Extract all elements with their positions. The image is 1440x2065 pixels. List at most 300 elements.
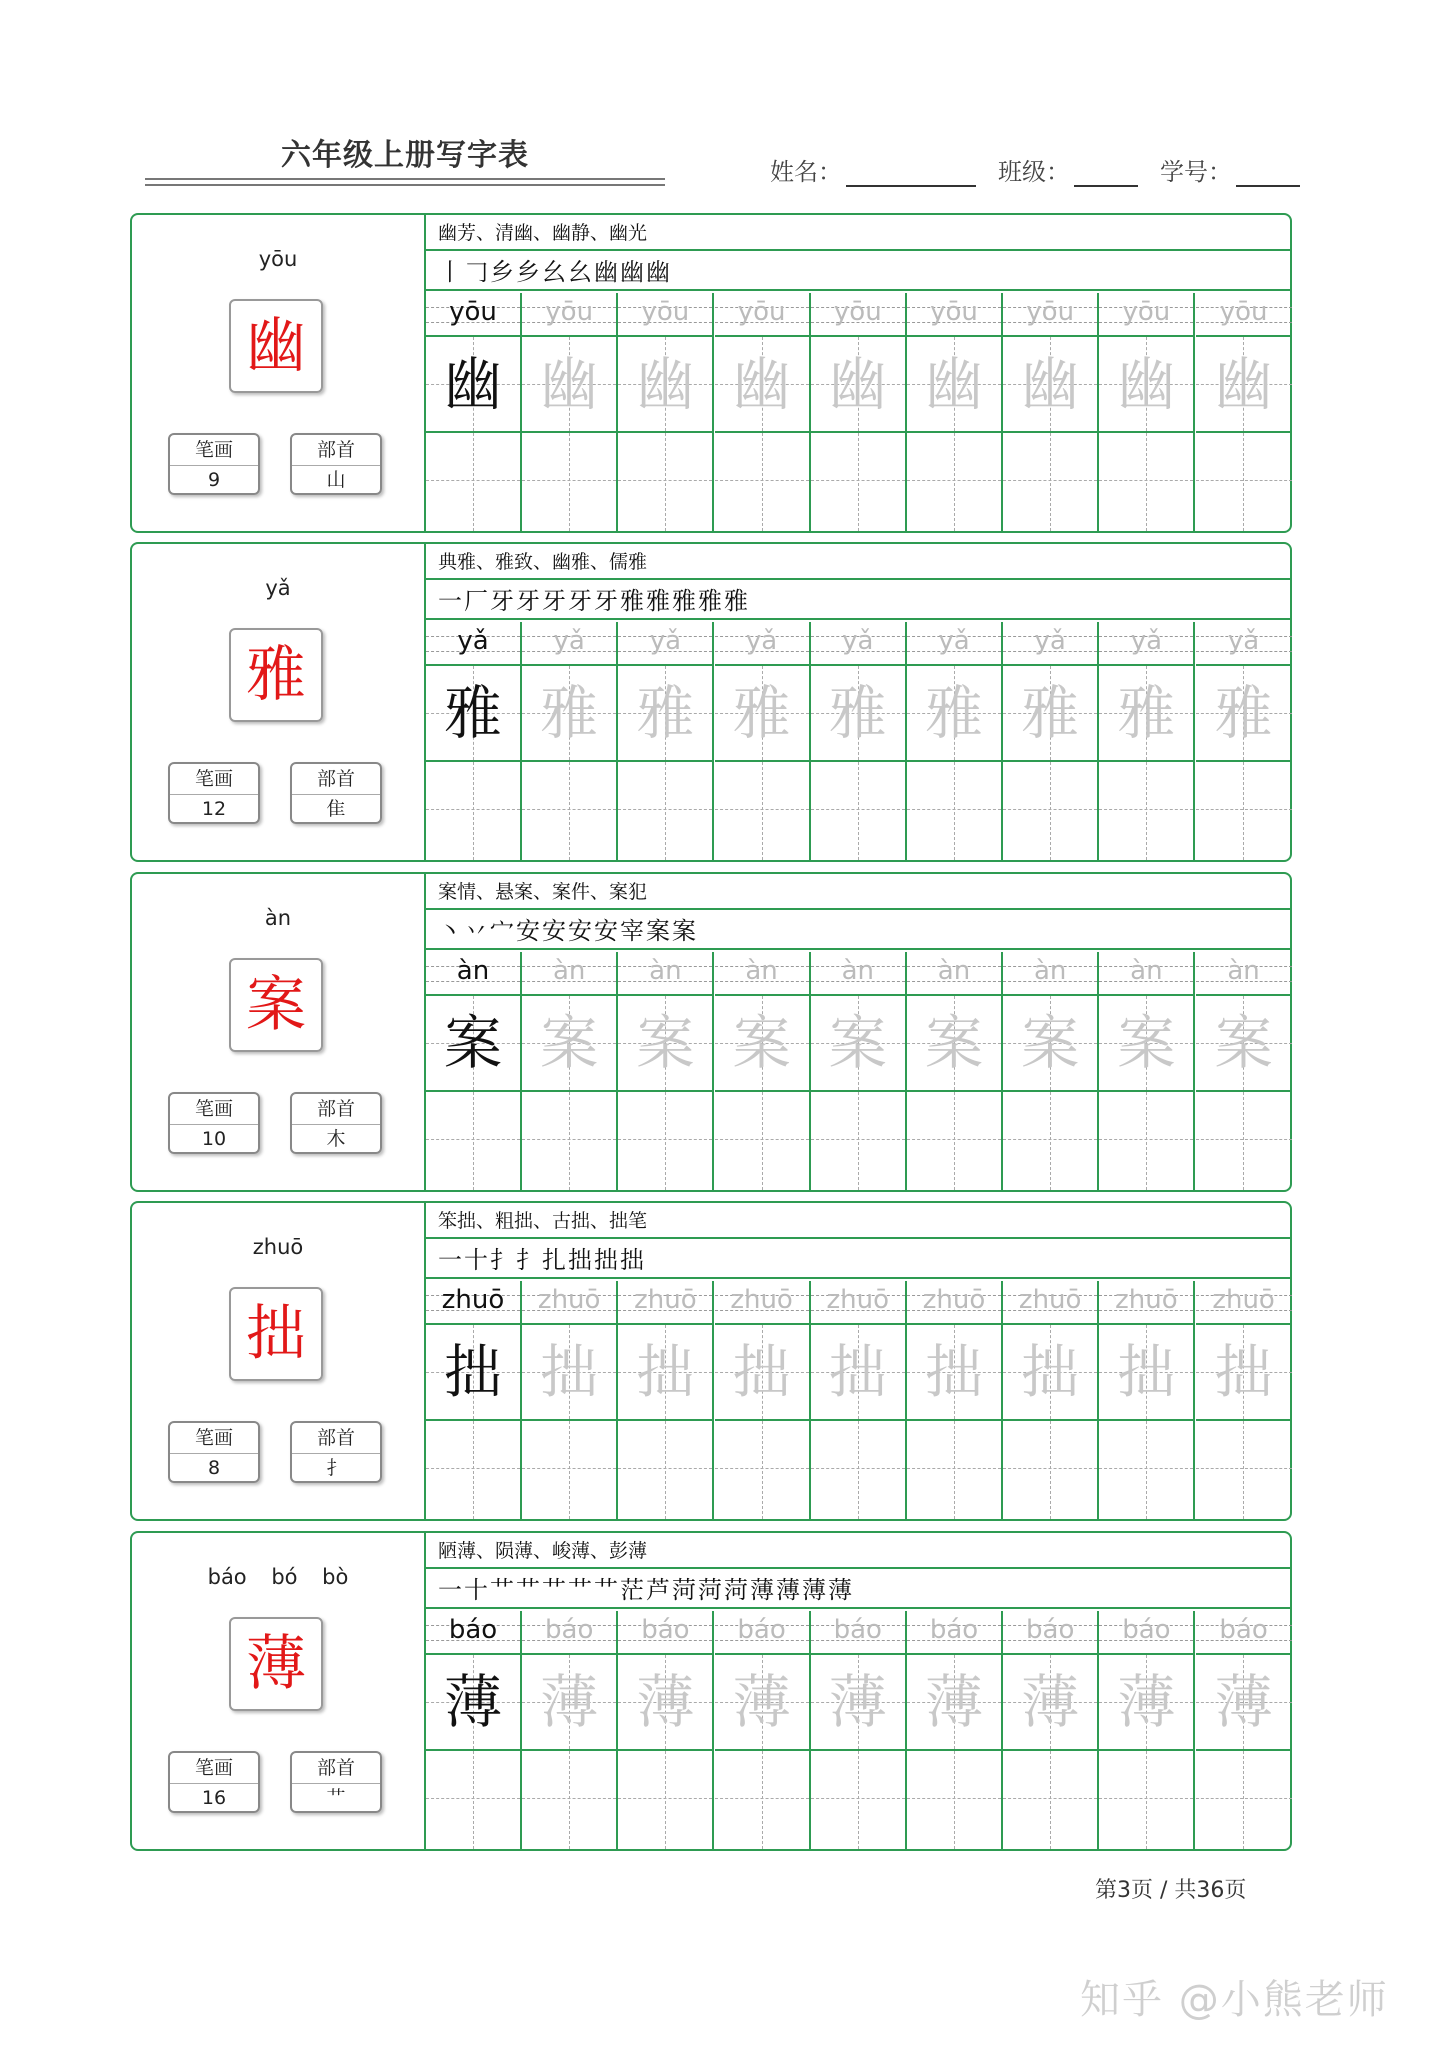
trace-cell[interactable] <box>1003 996 1099 1092</box>
stroke-count-label: 笔画 <box>170 1423 258 1454</box>
pinyin-trace: zhuō <box>1212 1285 1275 1315</box>
blank-cell[interactable] <box>1196 433 1292 531</box>
blank-cell[interactable] <box>1196 1092 1292 1190</box>
pinyin-trace: àn <box>456 956 490 986</box>
stroke-step: 厂 <box>464 587 490 615</box>
pinyin-label: báo bó bò <box>207 1565 349 1589</box>
pinyin-cell[interactable] <box>907 952 1003 996</box>
radical-value: 艹 <box>326 1787 346 1809</box>
pinyin-trace: àn <box>841 956 874 986</box>
trace-glyph: 薄 <box>636 1668 695 1736</box>
pinyin-trace: yǎ <box>938 626 970 656</box>
pinyin-cell[interactable] <box>907 1281 1003 1325</box>
trace-glyph: 拙 <box>443 1338 502 1406</box>
stroke-count-tag <box>168 762 260 824</box>
pinyin-trace: báo <box>833 1615 882 1645</box>
stroke-step: 拙 <box>568 1246 594 1274</box>
trace-cell[interactable] <box>1003 1655 1099 1751</box>
trace-cell[interactable] <box>1196 1325 1292 1421</box>
pinyin-cell[interactable] <box>715 293 811 337</box>
stroke-count-value: 10 <box>201 1128 227 1150</box>
character-box <box>229 628 323 722</box>
pinyin-cell[interactable] <box>1003 1611 1099 1655</box>
stroke-step: 牙 <box>516 587 542 615</box>
pinyin-trace: yǎ <box>649 626 682 656</box>
blank-cell[interactable] <box>907 762 1003 860</box>
trace-cell[interactable] <box>522 1655 618 1751</box>
pinyin-cell[interactable] <box>522 293 618 337</box>
pinyin-trace: báo <box>545 1615 594 1645</box>
stroke-step: 艹 <box>490 1576 516 1604</box>
stroke-count-label: 笔画 <box>170 435 258 466</box>
character-glyph: 幽 <box>246 311 306 381</box>
stroke-step: 幺 <box>542 258 568 286</box>
trace-cell[interactable] <box>426 1325 522 1421</box>
stroke-step: 雅 <box>672 587 698 615</box>
stroke-step: 菏 <box>672 1576 698 1604</box>
trace-cell[interactable] <box>715 337 811 433</box>
trace-cell[interactable] <box>811 1325 907 1421</box>
character-box <box>229 1287 323 1381</box>
stroke-step: 宀 <box>490 917 516 945</box>
trace-glyph: 幽 <box>1021 350 1080 418</box>
trace-cell[interactable] <box>522 1325 618 1421</box>
stroke-order <box>426 1571 1292 1609</box>
stroke-step: 一 <box>438 1576 464 1604</box>
trace-cell[interactable] <box>907 1325 1003 1421</box>
blank-cell[interactable] <box>1003 762 1099 860</box>
trace-glyph: 幽 <box>1117 350 1176 418</box>
stroke-step: 艹 <box>542 1576 568 1604</box>
character-glyph: 薄 <box>246 1629 306 1699</box>
character-glyph: 雅 <box>246 640 306 710</box>
stroke-order <box>426 582 1292 620</box>
pinyin-trace: yǎ <box>553 626 585 656</box>
pinyin-cell[interactable] <box>1196 952 1292 996</box>
trace-cell[interactable] <box>1099 1655 1195 1751</box>
pinyin-label: yōu <box>258 247 298 271</box>
trace-glyph: 雅 <box>1117 679 1176 747</box>
stroke-step: 雅 <box>724 587 750 615</box>
trace-glyph: 雅 <box>924 679 983 747</box>
blank-cell[interactable] <box>618 1421 714 1519</box>
stroke-step: 幽 <box>646 258 672 286</box>
trace-glyph: 拙 <box>540 1338 599 1406</box>
trace-cell[interactable] <box>1196 666 1292 762</box>
blank-cell[interactable] <box>618 1751 714 1849</box>
stroke-step: 乡 <box>516 258 542 286</box>
pinyin-trace: zhuō <box>634 1285 697 1315</box>
radical-tag <box>290 433 382 495</box>
class-label: 班级： <box>998 158 1070 186</box>
pinyin-cell[interactable] <box>1099 952 1195 996</box>
stroke-order <box>426 912 1292 950</box>
page-number: 第3页 / 共36页 <box>1095 1878 1247 1903</box>
trace-cell[interactable] <box>1196 1655 1292 1751</box>
trace-glyph: 幽 <box>732 350 791 418</box>
trace-glyph: 幽 <box>443 350 502 418</box>
trace-glyph: 案 <box>1117 1009 1176 1077</box>
pinyin-trace: báo <box>1122 1615 1171 1645</box>
trace-glyph: 雅 <box>636 679 695 747</box>
pinyin-trace: yǎ <box>1034 626 1066 656</box>
character-glyph: 案 <box>246 970 306 1040</box>
blank-cell[interactable] <box>907 1751 1003 1849</box>
blank-cell[interactable] <box>522 1421 618 1519</box>
stroke-step: 安 <box>568 917 594 945</box>
practice-area <box>426 544 1292 860</box>
practice-area <box>426 215 1292 531</box>
blank-cell[interactable] <box>715 1421 811 1519</box>
trace-cell[interactable] <box>715 996 811 1092</box>
practice-area <box>426 1533 1292 1849</box>
trace-cell[interactable] <box>1003 337 1099 433</box>
stroke-step: 牙 <box>568 587 594 615</box>
stroke-step: 一 <box>438 1246 464 1274</box>
pinyin-trace: àn <box>1033 956 1067 986</box>
character-card <box>130 213 1292 533</box>
blank-cell[interactable] <box>1099 1751 1195 1849</box>
writing-grid <box>426 952 1292 1190</box>
blank-cell[interactable] <box>715 1751 811 1849</box>
trace-cell[interactable] <box>907 996 1003 1092</box>
pinyin-cell[interactable] <box>1196 622 1292 666</box>
blank-cell[interactable] <box>907 433 1003 531</box>
pinyin-trace: àn <box>649 956 682 986</box>
trace-glyph: 拙 <box>1214 1338 1273 1406</box>
stroke-count-tag <box>168 433 260 495</box>
character-info <box>132 1203 426 1519</box>
trace-cell[interactable] <box>426 996 522 1092</box>
blank-cell[interactable] <box>522 433 618 531</box>
stroke-step: 雅 <box>646 587 672 615</box>
pinyin-cell[interactable] <box>426 1281 522 1325</box>
example-words: 笨拙、粗拙、古拙、拙笔 <box>426 1203 1292 1239</box>
pinyin-cell[interactable] <box>522 622 618 666</box>
trace-cell[interactable] <box>811 996 907 1092</box>
pinyin-trace: yǎ <box>1130 626 1163 656</box>
stroke-step: 幽 <box>620 258 646 286</box>
stroke-step: 𠃌 <box>464 258 490 286</box>
blank-cell[interactable] <box>618 433 714 531</box>
pinyin-trace: zhuō <box>537 1285 601 1315</box>
pinyin-cell[interactable] <box>522 1611 618 1655</box>
stroke-step: 菏 <box>724 1576 750 1604</box>
pinyin-cell[interactable] <box>1003 622 1099 666</box>
trace-cell[interactable] <box>1099 996 1195 1092</box>
pinyin-cell[interactable] <box>1099 293 1195 337</box>
stroke-step: 安 <box>516 917 542 945</box>
pinyin-trace: yōu <box>1026 297 1075 327</box>
blank-cell[interactable] <box>811 762 907 860</box>
pinyin-cell[interactable] <box>907 293 1003 337</box>
blank-cell[interactable] <box>426 1421 522 1519</box>
blank-cell[interactable] <box>907 1421 1003 1519</box>
blank-cell[interactable] <box>522 1092 618 1190</box>
trace-cell[interactable] <box>811 1655 907 1751</box>
blank-cell[interactable] <box>426 433 522 531</box>
radical-label: 部首 <box>292 1094 380 1125</box>
stroke-step: 牙 <box>542 587 568 615</box>
stroke-step: 雅 <box>698 587 724 615</box>
stroke-step: 丷 <box>464 917 490 945</box>
pinyin-cell[interactable] <box>811 952 907 996</box>
watermark: 知乎 @小熊老师 <box>1080 1977 1389 2023</box>
trace-glyph: 案 <box>443 1009 502 1077</box>
stroke-step: 乡 <box>490 258 516 286</box>
practice-area <box>426 1203 1292 1519</box>
pinyin-cell[interactable] <box>1099 622 1195 666</box>
pinyin-cell[interactable] <box>811 1281 907 1325</box>
pinyin-trace: yōu <box>1219 297 1268 327</box>
character-info <box>132 1533 426 1849</box>
trace-cell[interactable] <box>907 337 1003 433</box>
stroke-count-tag <box>168 1092 260 1154</box>
trace-cell[interactable] <box>907 666 1003 762</box>
blank-cell[interactable] <box>618 762 714 860</box>
pinyin-cell[interactable] <box>522 952 618 996</box>
trace-cell[interactable] <box>715 1325 811 1421</box>
blank-cell[interactable] <box>715 433 811 531</box>
trace-cell[interactable] <box>1196 337 1292 433</box>
trace-glyph: 拙 <box>828 1338 887 1406</box>
stroke-count-value: 16 <box>201 1787 227 1809</box>
trace-glyph: 雅 <box>540 679 599 747</box>
practice-area <box>426 874 1292 1190</box>
trace-cell[interactable] <box>618 1655 714 1751</box>
radical-label: 部首 <box>292 1753 380 1784</box>
pinyin-trace: yǎ <box>842 626 874 656</box>
pinyin-cell[interactable] <box>907 1611 1003 1655</box>
trace-cell[interactable] <box>522 337 618 433</box>
pinyin-trace: yǎ <box>745 626 778 656</box>
pinyin-cell[interactable] <box>811 1611 907 1655</box>
trace-glyph: 雅 <box>1214 679 1273 747</box>
trace-cell[interactable] <box>522 666 618 762</box>
blank-cell[interactable] <box>715 762 811 860</box>
stroke-step: 十 <box>464 1576 490 1604</box>
id-blank[interactable] <box>1236 159 1300 187</box>
pinyin-trace: báo <box>1026 1615 1075 1645</box>
trace-glyph: 幽 <box>828 350 887 418</box>
student-fields <box>770 152 1300 187</box>
blank-cell[interactable] <box>1196 762 1292 860</box>
pinyin-cell[interactable] <box>1196 1611 1292 1655</box>
stroke-step: 薄 <box>828 1576 854 1604</box>
pinyin-trace: báo <box>641 1615 690 1645</box>
pinyin-trace: báo <box>929 1615 979 1645</box>
blank-cell[interactable] <box>426 1751 522 1849</box>
blank-cell[interactable] <box>1099 1421 1195 1519</box>
name-blank[interactable] <box>846 159 976 187</box>
pinyin-cell[interactable] <box>618 622 714 666</box>
trace-glyph: 雅 <box>732 679 791 747</box>
character-card <box>130 1531 1292 1851</box>
stroke-step: 茫 <box>620 1576 646 1604</box>
name-field[interactable] <box>770 152 976 187</box>
stroke-step: 幺 <box>568 258 594 286</box>
blank-cell[interactable] <box>1196 1751 1292 1849</box>
pinyin-trace: yōu <box>737 297 786 327</box>
trace-cell[interactable] <box>618 337 714 433</box>
trace-cell[interactable] <box>715 1655 811 1751</box>
character-info <box>132 874 426 1190</box>
blank-cell[interactable] <box>1003 1751 1099 1849</box>
stroke-step: 扌 <box>516 1246 542 1274</box>
blank-cell[interactable] <box>811 433 907 531</box>
pinyin-cell[interactable] <box>618 1611 714 1655</box>
blank-cell[interactable] <box>426 762 522 860</box>
pinyin-label: àn <box>264 906 292 930</box>
trace-glyph: 拙 <box>924 1338 983 1406</box>
pinyin-cell[interactable] <box>522 1281 618 1325</box>
pinyin-cell[interactable] <box>426 952 522 996</box>
pinyin-cell[interactable] <box>618 952 714 996</box>
trace-cell[interactable] <box>1099 337 1195 433</box>
trace-cell[interactable] <box>715 666 811 762</box>
stroke-step: 艹 <box>568 1576 594 1604</box>
stroke-count-value: 12 <box>201 798 227 820</box>
pinyin-cell[interactable] <box>715 952 811 996</box>
radical-tag <box>290 1421 382 1483</box>
stroke-step: 案 <box>646 917 672 945</box>
trace-cell[interactable] <box>426 337 522 433</box>
pinyin-cell[interactable] <box>426 1611 522 1655</box>
blank-cell[interactable] <box>1099 762 1195 860</box>
trace-cell[interactable] <box>811 666 907 762</box>
stroke-order <box>426 1241 1292 1279</box>
radical-value: 山 <box>326 469 346 491</box>
blank-cell[interactable] <box>715 1092 811 1190</box>
stroke-step: 芦 <box>646 1576 672 1604</box>
pinyin-trace: yōu <box>930 297 978 327</box>
trace-glyph: 案 <box>1021 1009 1080 1077</box>
class-field[interactable] <box>998 152 1138 187</box>
trace-cell[interactable] <box>522 996 618 1092</box>
trace-cell[interactable] <box>1099 1325 1195 1421</box>
pinyin-cell[interactable] <box>1196 293 1292 337</box>
pinyin-trace: zhuō <box>441 1285 505 1315</box>
pinyin-trace: yōu <box>833 297 882 327</box>
pinyin-cell[interactable] <box>1099 1281 1195 1325</box>
blank-cell[interactable] <box>522 762 618 860</box>
trace-cell[interactable] <box>1003 1325 1099 1421</box>
pinyin-cell[interactable] <box>811 293 907 337</box>
blank-cell[interactable] <box>1003 1092 1099 1190</box>
pinyin-cell[interactable] <box>1099 1611 1195 1655</box>
writing-grid <box>426 293 1292 531</box>
character-info <box>132 544 426 860</box>
character-card <box>130 1201 1292 1521</box>
character-box <box>229 299 323 393</box>
blank-cell[interactable] <box>1196 1421 1292 1519</box>
id-label: 学号： <box>1160 158 1232 186</box>
pinyin-trace: àn <box>1130 956 1163 986</box>
radical-label: 部首 <box>292 435 380 466</box>
pinyin-cell[interactable] <box>715 1611 811 1655</box>
trace-cell[interactable] <box>1099 666 1195 762</box>
trace-cell[interactable] <box>1196 996 1292 1092</box>
radical-tag <box>290 1751 382 1813</box>
pinyin-cell[interactable] <box>426 293 522 337</box>
stroke-count-label: 笔画 <box>170 1753 258 1784</box>
page-header <box>0 0 1440 200</box>
radical-tag <box>290 1092 382 1154</box>
blank-cell[interactable] <box>618 1092 714 1190</box>
blank-cell[interactable] <box>907 1092 1003 1190</box>
pinyin-cell[interactable] <box>907 622 1003 666</box>
class-blank[interactable] <box>1074 159 1138 187</box>
pinyin-cell[interactable] <box>618 293 714 337</box>
pinyin-cell[interactable] <box>715 1281 811 1325</box>
pinyin-cell[interactable] <box>811 622 907 666</box>
blank-cell[interactable] <box>811 1751 907 1849</box>
stroke-step: 牙 <box>490 587 516 615</box>
trace-cell[interactable] <box>426 666 522 762</box>
pinyin-cell[interactable] <box>1003 293 1099 337</box>
pinyin-cell[interactable] <box>715 622 811 666</box>
stroke-step: 拙 <box>620 1246 646 1274</box>
trace-cell[interactable] <box>811 337 907 433</box>
pinyin-cell[interactable] <box>426 622 522 666</box>
stroke-order <box>426 253 1292 291</box>
radical-label: 部首 <box>292 1423 380 1454</box>
pinyin-cell[interactable] <box>1196 1281 1292 1325</box>
trace-cell[interactable] <box>907 1655 1003 1751</box>
stroke-step: 拙 <box>594 1246 620 1274</box>
pinyin-cell[interactable] <box>1003 952 1099 996</box>
trace-glyph: 拙 <box>636 1338 695 1406</box>
radical-value: 隹 <box>326 798 346 820</box>
trace-glyph: 幽 <box>1214 350 1273 418</box>
pinyin-trace: àn <box>745 956 778 986</box>
blank-cell[interactable] <box>522 1751 618 1849</box>
pinyin-cell[interactable] <box>1003 1281 1099 1325</box>
trace-glyph: 薄 <box>924 1668 983 1736</box>
name-label: 姓名： <box>770 158 842 186</box>
writing-grid <box>426 1281 1292 1519</box>
blank-cell[interactable] <box>426 1092 522 1190</box>
trace-cell[interactable] <box>1003 666 1099 762</box>
trace-cell[interactable] <box>618 666 714 762</box>
trace-glyph: 拙 <box>1117 1338 1176 1406</box>
stroke-step: 薄 <box>776 1576 802 1604</box>
trace-glyph: 薄 <box>540 1668 599 1736</box>
pinyin-trace: yǎ <box>1227 626 1260 656</box>
stroke-step: 案 <box>672 917 698 945</box>
stroke-step: 丶 <box>438 917 464 945</box>
trace-glyph: 案 <box>540 1009 599 1077</box>
stroke-count-value: 9 <box>207 469 221 491</box>
blank-cell[interactable] <box>1003 1421 1099 1519</box>
stroke-step: 菏 <box>698 1576 724 1604</box>
trace-cell[interactable] <box>618 996 714 1092</box>
trace-glyph: 幽 <box>636 350 695 418</box>
student-id-field[interactable] <box>1160 152 1300 187</box>
pinyin-trace: àn <box>937 956 971 986</box>
trace-cell[interactable] <box>618 1325 714 1421</box>
blank-cell[interactable] <box>1099 433 1195 531</box>
blank-cell[interactable] <box>1003 433 1099 531</box>
pinyin-trace: yōu <box>641 297 690 327</box>
trace-cell[interactable] <box>426 1655 522 1751</box>
trace-glyph: 案 <box>924 1009 983 1077</box>
blank-cell[interactable] <box>1099 1092 1195 1190</box>
blank-cell[interactable] <box>811 1421 907 1519</box>
blank-cell[interactable] <box>811 1092 907 1190</box>
pinyin-cell[interactable] <box>618 1281 714 1325</box>
trace-glyph: 雅 <box>443 679 502 747</box>
